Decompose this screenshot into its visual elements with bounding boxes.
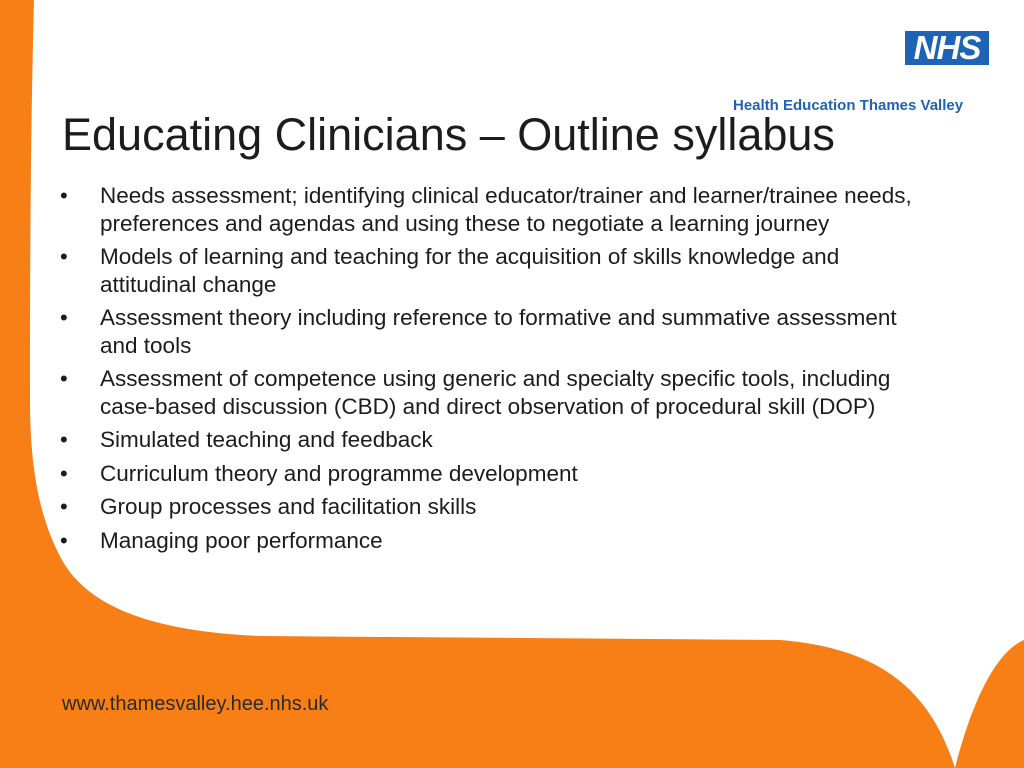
bullet-icon: • xyxy=(60,366,68,391)
list-item-text: Assessment theory including reference to formative and summative assessment and tools xyxy=(100,305,897,358)
list-item-text: Needs assessment; identifying clinical educator/trainer and learner/trainee needs, preferences and agendas and using these to negotiate a learning journey xyxy=(100,183,912,236)
list-item-text: Assessment of competence using generic and specialty specific tools, including case-based discussion (CBD) and direct observation of procedural skill (DOP) xyxy=(100,366,891,419)
list-item xyxy=(60,460,920,488)
bullet-icon: • xyxy=(60,527,68,553)
list-item xyxy=(60,426,920,454)
list-item-text: Managing poor performance xyxy=(100,527,383,553)
bullet-icon: • xyxy=(60,183,68,208)
bullet-icon: • xyxy=(60,305,68,330)
syllabus-list xyxy=(60,182,920,560)
list-item-text: Group processes and facilitation skills xyxy=(100,494,477,519)
list-item-text: Simulated teaching and feedback xyxy=(100,427,433,452)
list-item xyxy=(60,365,920,420)
organisation-name: Health Education Thames Valley xyxy=(733,97,964,114)
list-item-text: Models of learning and teaching for the acquisition of skills knowledge and attitudinal change xyxy=(100,244,840,297)
list-item xyxy=(60,527,920,555)
bullet-icon: • xyxy=(60,244,68,269)
nhs-logo: NHS xyxy=(905,31,989,65)
slide-title: Educating Clinicians – Outline syllabus xyxy=(62,109,835,160)
list-item-text: Curriculum theory and programme development xyxy=(100,460,578,486)
bullet-icon: • xyxy=(60,460,68,486)
list-item xyxy=(60,493,920,521)
list-item xyxy=(60,304,920,359)
footer-url[interactable]: www.thamesvalley.hee.nhs.uk xyxy=(62,693,329,715)
bullet-icon: • xyxy=(60,494,68,519)
list-item xyxy=(60,182,920,237)
list-item xyxy=(60,243,920,298)
bullet-icon: • xyxy=(60,427,68,452)
